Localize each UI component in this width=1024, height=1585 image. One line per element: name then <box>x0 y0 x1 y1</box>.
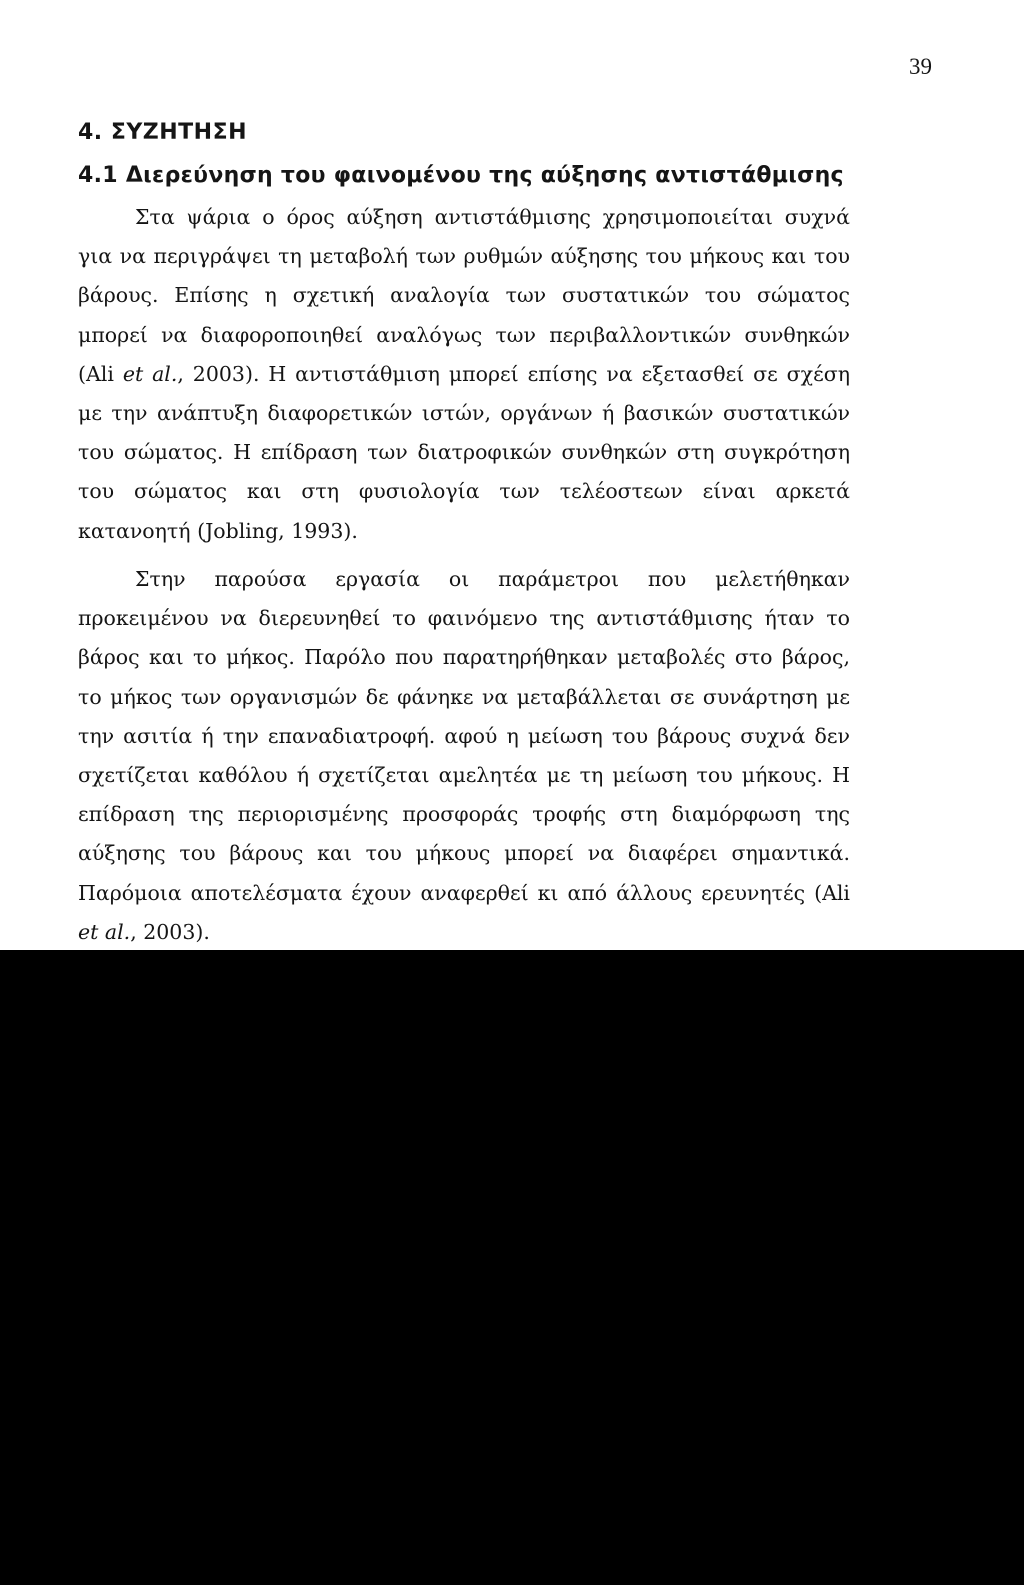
citation-italic: et al. <box>122 361 178 386</box>
paragraph-1 <box>78 198 850 551</box>
text-segment: , 2003). <box>130 919 210 944</box>
section-heading: 4. ΣΥΖΗΤΗΣΗ <box>78 120 248 145</box>
paragraph-text <box>78 560 850 952</box>
paragraph-2 <box>78 560 850 952</box>
paragraph-text <box>78 198 850 551</box>
page-number: 39 <box>909 54 932 79</box>
citation-italic: et al. <box>78 919 131 944</box>
subsection-heading: 4.1 Διερεύνηση του φαινομένου της αύξησης αντιστάθμισης <box>78 163 844 188</box>
text-segment: Στα ψάρια ο όρος αύξηση αντιστάθμισης χρησιμοποιείται συχνά για να περιγράψει τη μεταβολή των ρυθμών αύξησης του μήκους και του βάρους. Επίσης η σχετική αναλογία των συστατικών του σώματος μπορεί να διαφοροποιηθεί αναλόγως των περιβαλλοντικών συνθηκών (Ali <box>78 205 850 386</box>
text-segment: , 2003). Η αντιστάθμιση μπορεί επίσης να εξετασθεί σε σχέση με την ανάπτυξη διαφορετικών ιστών, οργάνων ή βασικών συστατικών του σώματος. Η επίδραση των διατροφικών συνθηκών στη συγκρότηση του σώματος και στη φυσιολογία των τελέοστεων είναι αρκετά κατανοητή (Jobling, 1993). <box>78 361 850 543</box>
text-segment: Στην παρούσα εργασία οι παράμετροι που μελετήθηκαν προκειμένου να διερευνηθεί το φαινόμενο της αντιστάθμισης ήταν το βάρος και το μήκος. Παρόλο που παρατηρήθηκαν μεταβολές στο βάρος, το μήκος των οργανισμών δε φάνηκε να μεταβάλλεται σε συνάρτηση με την ασιτία ή την επαναδιατροφή. αφού η μείωση του βάρους συχνά δεν σχετίζεται καθόλου ή σχετίζεται αμελητέα με τη μείωση του μήκους. Η επίδραση της περιορισμένης προσφοράς τροφής στη διαμόρφωση της αύξησης του βάρους και του μήκους μπορεί να διαφέρει σημαντικά. Παρόμοια αποτελέσματα έχουν αναφερθεί κι από άλλους ερευνητές (Ali <box>78 567 850 905</box>
